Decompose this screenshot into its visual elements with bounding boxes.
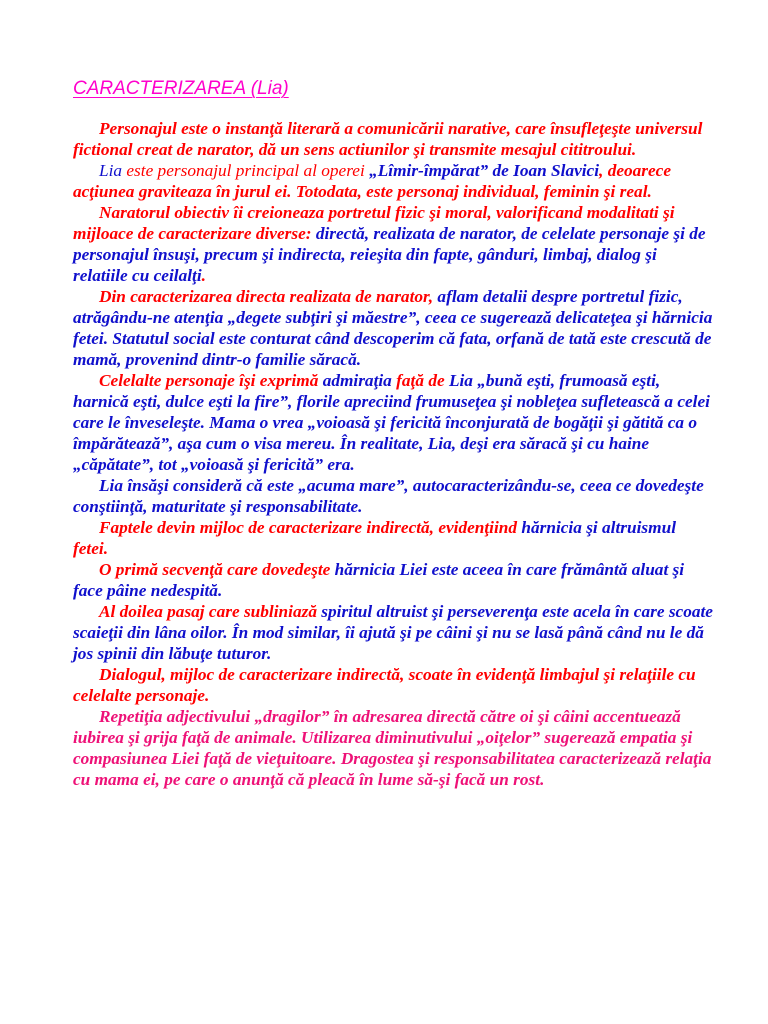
text-segment: fetei. xyxy=(73,539,109,558)
text-segment: faţă de xyxy=(396,371,449,390)
text-segment: hărnicia Liei este aceea în care frământă aluat şi face pâine nedespită. xyxy=(73,560,685,600)
text-segment: Lia însăşi consideră că este „acuma mare”, autocaracterizându-se, ceea ce dovedeşte conştiinţă, maturitate şi responsabilitate. xyxy=(73,476,704,516)
text-segment: Din caracterizarea directa realizata de narator, xyxy=(99,287,438,306)
document-body xyxy=(73,118,713,790)
text-segment: „Lîmir-împărat” de Ioan Slavici xyxy=(369,161,600,180)
text-segment: , deoarece acţiunea graviteaza în jurul ei. Totodata, este personaj individual, feminin şi real. xyxy=(73,161,672,201)
text-segment: Celelalte personaje îşi exprimă xyxy=(99,371,323,390)
paragraph-caracterizare-directa xyxy=(73,286,713,370)
text-segment: Lia „bună eşti, frumoasă eşti, harnică eşti, dulce eşti la fire”, florile apreciind frumuseţea şi nobleţea sufletească a celei care le înveseleşte. Mama o vrea „voioasă şi fericită înconjurată de bogăţii şi gătită ca o împărătează”, aşa cum o visa mereu. În realitate, Lia, deşi era săracă şi cu haine „căpătate”, tot „voioasă şi fericită” era. xyxy=(73,371,710,474)
text-segment: . xyxy=(201,266,206,285)
text-segment: Naratorul obiectiv îi creioneaza portretul fizic şi moral, valorificand modalitati şi mijloace de caracterizare diverse: xyxy=(73,203,675,243)
text-segment: Repetiţia adjectivului „dragilor” în adresarea directă către oi şi câini accentuează iubirea şi grija faţă de animale. Utilizarea diminutivului „oiţelor” sugerează empatia şi compasiunea Liei faţă de vieţuitoare. Dragostea şi responsabilitatea caracterizează relaţia cu mama ei, pe care o anunţă că pleacă în lume să-şi facă un rost. xyxy=(73,707,712,789)
text-segment: este personajul principal al operei xyxy=(126,161,370,180)
text-segment: admiraţia xyxy=(322,371,397,390)
text-segment: O primă secvenţă care dovedeşte xyxy=(99,560,335,579)
paragraph-autocaracterizare xyxy=(73,475,713,517)
document-title: CARACTERIZAREA (Lia) xyxy=(73,78,289,99)
text-segment: Al doilea pasaj care subliniază xyxy=(99,602,322,621)
paragraph-narator xyxy=(73,202,713,286)
paragraph-lia-principal xyxy=(73,160,713,202)
paragraph-prima-secventa xyxy=(73,559,713,601)
text-segment: aflam detalii despre portretul fizic, atrăgându-ne atenţia „degete subţiri şi măestre”, ceea ce sugerează delicateţea şi hărnicia fetei. Statutul social este conturat când descoperim că fata, orfană de tată este crescută de mamă, provenind dintr-o familie săracă. xyxy=(73,287,713,369)
text-segment: Faptele devin mijloc de caracterizare indirectă, evidenţiind xyxy=(99,518,522,537)
text-segment: directă, realizata de narator, de celelate personaje şi de personajul însuşi, precum şi indirecta, reieşita din fapte, gânduri, limbaj, dialog şi relatiile cu ceilalţi xyxy=(73,224,706,285)
paragraph-celelalte-personaje xyxy=(73,370,713,475)
paragraph-al-doilea-pasaj xyxy=(73,601,713,664)
paragraph-repetitia xyxy=(73,706,713,790)
text-segment: Dialogul, mijloc de caracterizare indirectă, scoate în evidenţă limbajul şi relaţiile cu celelalte personaje. xyxy=(73,665,696,705)
text-segment: hărnicia şi altruismul xyxy=(521,518,677,537)
paragraph-personaj xyxy=(73,118,713,160)
text-segment: Lia xyxy=(99,161,127,180)
paragraph-dialogul xyxy=(73,664,713,706)
text-segment: spiritul altruist şi perseverenţa este acela în care scoate scaieţii din lâna oilor. În mod similar, îi ajută şi pe câini şi nu se lasă până când nu le dă jos spinii din lăbuţe tuturor. xyxy=(73,602,713,663)
paragraph-faptele xyxy=(73,517,713,559)
text-segment: Personajul este o instanţă literară a comunicării narative, care însufleţeşte universul fictional creat de narator, dă un sens actiunilor şi transmite mesajul cititroului. xyxy=(73,119,703,159)
